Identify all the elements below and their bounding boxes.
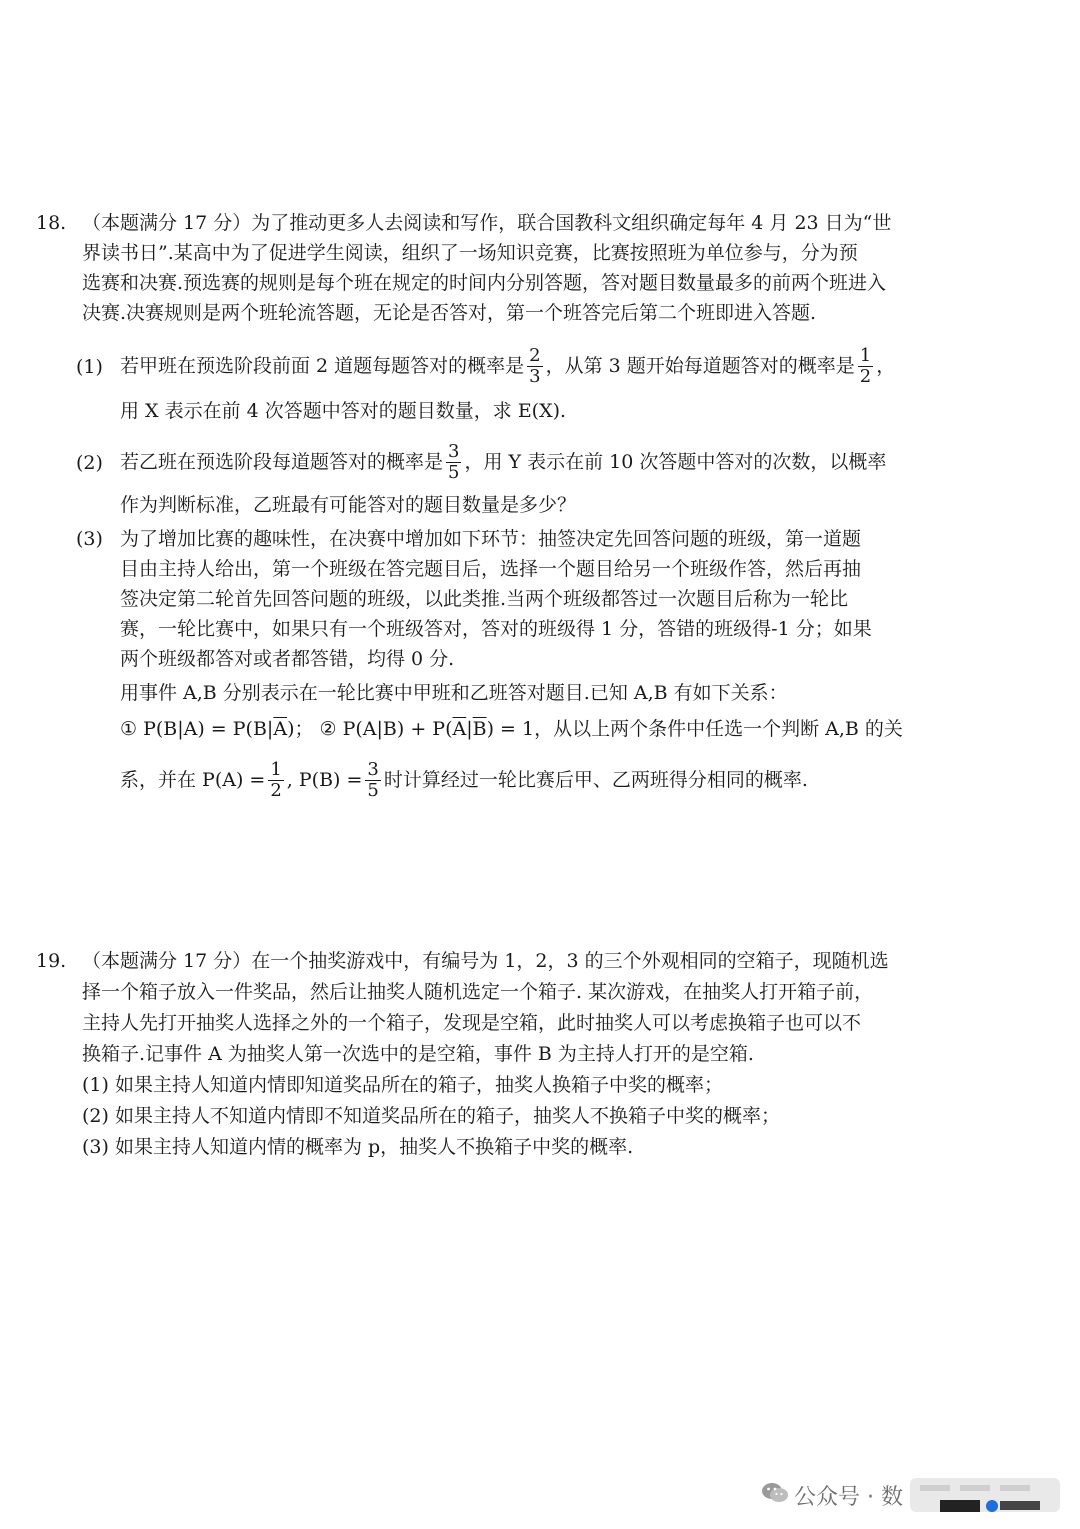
q18-part-1-label: (1) [76, 356, 103, 378]
q18-part-3 [36, 524, 1046, 806]
q18-p1-text-c: ， [876, 355, 896, 377]
fraction-numerator: 1 [270, 758, 282, 780]
q18-stem-line3: 选赛和决赛.预选赛的规则是每个班在规定的时间内分别答题，答对题目数量最多的前两个班进入 [82, 272, 887, 294]
q19-stem-line4: 换箱子.记事件 A 为抽奖人第一次选中的是空箱，事件 B 为主持人打开的是空箱. [82, 1043, 754, 1065]
q18-p1-fraction-1 [527, 346, 542, 387]
q18-part-1 [36, 342, 1046, 426]
q18-p3-line8-a: 系，并在 P(A) = [120, 769, 266, 791]
q18-p3-line2: 目由主持人给出，第一个班级在答完题目后，选择一个题目给另一个班级作答，然后再抽 [120, 558, 862, 580]
q19-number: 19. [36, 950, 67, 972]
q18-part-2 [36, 438, 1046, 520]
q18-number: 18. [36, 212, 67, 234]
q18-stem-line2: 界读书日”.某高中为了促进学生阅读，组织了一场知识竞赛，比赛按照班为单位参与，分为预 [82, 242, 858, 264]
q18-p3-line8-c: 时计算经过一轮比赛后甲、乙两班得分相同的概率. [383, 769, 808, 791]
q18-part-3-label: (3) [76, 528, 103, 550]
fraction-denominator: 2 [859, 365, 872, 387]
q19-part-1: (1) 如果主持人知道内情即知道奖品所在的箱子，抽奖人换箱子中奖的概率； [82, 1074, 723, 1096]
condition-2-bar: | [466, 718, 473, 740]
q18-p1-fraction-2 [858, 346, 873, 387]
fraction-denominator: 3 [529, 365, 541, 387]
watermark-text: 公众号 · 数 [794, 1485, 903, 1510]
q19-stem-line2: 择一个箱子放入一件奖品，然后让抽奖人随机选定一个箱子. 某次游戏，在抽奖人打开箱子前， [82, 981, 874, 1003]
q18-p1-line2: 用 X 表示在前 4 次答题中答对的题目数量，求 E(X). [120, 400, 567, 422]
q19-stem-line3: 主持人先打开抽奖人选择之外的一个箱子，发现是空箱，此时抽奖人可以考虑换箱子也可以不 [82, 1012, 862, 1034]
q18-p2-fraction [446, 442, 461, 483]
fraction-denominator: 5 [448, 461, 460, 483]
q18-p3-conditions [120, 714, 1046, 744]
condition-2-pre: ② P(A|B) + P( [319, 718, 453, 740]
q18-stem-line4: 决赛.决赛规则是两个班轮流答题，无论是否答对，第一个班答完后第二个班即进入答题. [82, 302, 817, 324]
fraction-denominator: 2 [270, 779, 282, 801]
q18-p3-line5: 两个班级都答对或者都答错，均得 0 分. [120, 648, 455, 670]
wechat-icon [760, 1480, 790, 1506]
q19-stem [36, 946, 1046, 1163]
q18-p3-line4: 赛，一轮比赛中，如果只有一个班级答对，答对的班级得 1 分，答错的班级得-1 分；如果 [120, 618, 872, 640]
q18-p2-line2: 作为判断标准，乙班最有可能答对的题目数量是多少？ [120, 494, 577, 516]
q18-stem [36, 208, 1046, 328]
q18-p2-text-a: 若乙班在预选阶段每道题答对的概率是 [120, 451, 444, 473]
fraction-numerator: 2 [529, 344, 541, 366]
watermark-logo [900, 1470, 1070, 1520]
q18-p1-text-b: ，从第 3 题开始每道题答对的概率是 [545, 355, 855, 377]
q18-p3-line1: 为了增加比赛的趣味性，在决赛中增加如下环节：抽签决定先回答问题的班级，第一道题 [120, 528, 862, 550]
condition-2-complement-a: $\overline{A}$ [452, 718, 467, 740]
q18-part-2-label: (2) [76, 452, 103, 474]
q18-stem-line1: （本题满分 17 分）为了推动更多人去阅读和写作，联合国教科文组织确定每年 4 月 23 日为“世 [82, 212, 892, 234]
condition-2-complement-b: $\overline{B}$ [472, 718, 487, 740]
condition-1-complement: $\overline{A}$ [273, 718, 288, 740]
question-19 [36, 946, 1046, 1163]
condition-1-pre: ① P(B|A) = P(B| [120, 718, 274, 740]
condition-2-post: ) = 1，从以上两个条件中任选一个判断 A,B 的关 [486, 718, 903, 740]
fraction-denominator: 5 [367, 779, 379, 801]
q18-p3-line8-b: , P(B) = [286, 769, 363, 791]
q19-part-3: (3) 如果主持人知道内情的概率为 p，抽奖人不换箱子中奖的概率. [82, 1136, 634, 1158]
q18-p3-fraction-1 [268, 760, 283, 801]
q18-p1-text-a: 若甲班在预选阶段前面 2 道题每题答对的概率是 [120, 355, 525, 377]
condition-1-post: )； [287, 718, 314, 740]
q18-p3-line3: 签决定第二轮首先回答问题的班级，以此类推.当两个班级都答过一次题目后称为一轮比 [120, 588, 849, 610]
q18-p2-text-b: ，用 Y 表示在前 10 次答题中答对的次数，以概率 [464, 451, 887, 473]
fraction-numerator: 3 [448, 440, 460, 462]
q18-p3-fraction-2 [365, 760, 380, 801]
q18-p3-line6: 用事件 A,B 分别表示在一轮比赛中甲班和乙班答对题目.已知 A,B 有如下关系： [120, 682, 788, 704]
fraction-numerator: 3 [367, 758, 379, 780]
q19-stem-line1: （本题满分 17 分）在一个抽奖游戏中，有编号为 1，2，3 的三个外观相同的空箱子，现随机选 [82, 950, 889, 972]
q19-part-2: (2) 如果主持人不知道内情即不知道奖品所在的箱子，抽奖人不换箱子中奖的概率； [82, 1105, 780, 1127]
fraction-numerator: 1 [859, 344, 872, 366]
watermark [760, 1470, 1070, 1520]
question-18 [36, 208, 1046, 806]
